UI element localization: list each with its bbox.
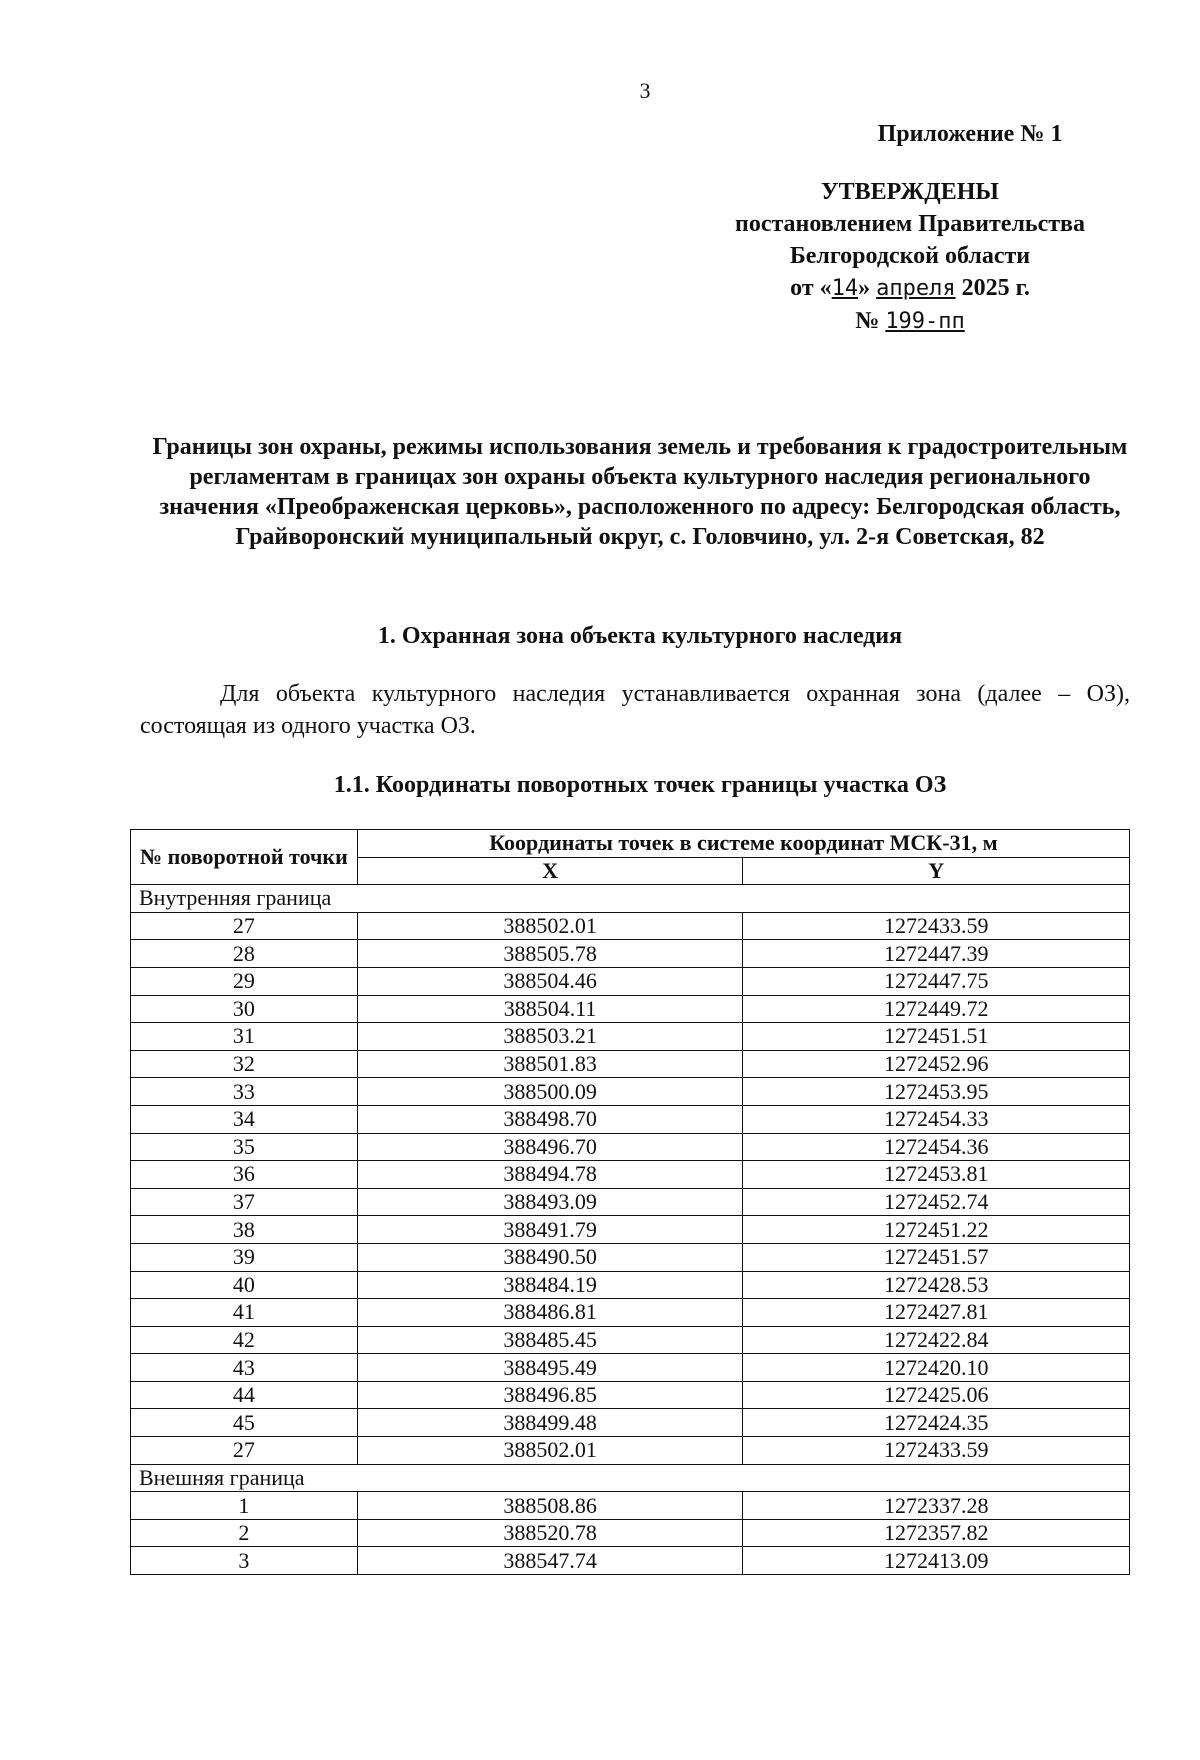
x-cell: 388505.78 [357,940,743,968]
table-row [131,1243,1130,1271]
y-cell: 1272447.75 [743,967,1130,995]
y-cell: 1272452.96 [743,1050,1130,1078]
table-row [131,940,1130,968]
x-cell: 388496.85 [357,1381,743,1409]
table-row [131,1492,1130,1520]
point-cell: 2 [131,1519,358,1547]
table-row [131,912,1130,940]
table-row [131,1078,1130,1106]
approved-label: УТВЕРЖДЕНЫ [821,179,999,205]
section-1-text: Для объекта культурного наследия устанавливается охранная зона (далее – ОЗ), состоящая из одного участка ОЗ. [140,681,1130,739]
point-cell: 32 [131,1050,358,1078]
coordinates-table [130,829,1130,1575]
x-cell: 388486.81 [357,1299,743,1327]
date-year: 2025 г. [961,275,1030,301]
table-row [131,1050,1130,1078]
approval-number [700,305,1120,338]
table-group-row [131,1464,1130,1492]
number-value: 199-пп [885,309,965,334]
point-cell: 36 [131,1161,358,1189]
approved-by: постановлением Правительства [734,211,1085,237]
table-row [131,1105,1130,1133]
x-cell: 388498.70 [357,1105,743,1133]
point-cell: 33 [131,1078,358,1106]
table-row [131,1519,1130,1547]
y-cell: 1272451.22 [743,1216,1130,1244]
x-cell: 388485.45 [357,1326,743,1354]
point-cell: 31 [131,1023,358,1051]
y-cell: 1272357.82 [743,1519,1130,1547]
x-cell: 388508.86 [357,1492,743,1520]
y-cell: 1272451.57 [743,1243,1130,1271]
point-cell: 40 [131,1271,358,1299]
table-group-row [131,885,1130,913]
x-cell: 388501.83 [357,1050,743,1078]
y-cell: 1272453.95 [743,1078,1130,1106]
y-column-header: Y [743,857,1130,885]
y-cell: 1272428.53 [743,1271,1130,1299]
point-cell: 27 [131,1437,358,1465]
point-cell: 39 [131,1243,358,1271]
y-cell: 1272422.84 [743,1326,1130,1354]
y-cell: 1272420.10 [743,1354,1130,1382]
point-cell: 35 [131,1133,358,1161]
number-prefix: № [855,308,880,334]
date-prefix: от « [790,275,832,301]
point-cell: 34 [131,1105,358,1133]
x-column-header: X [357,857,743,885]
table-row [131,1354,1130,1382]
point-cell: 28 [131,940,358,968]
table-body [131,885,1130,1575]
section-1-heading: 1. Охранная зона объекта культурного наследия [377,623,903,649]
x-cell: 388499.48 [357,1409,743,1437]
table-row [131,1299,1130,1327]
table-row [131,1547,1130,1575]
group-label: Внутренняя граница [131,885,1130,913]
x-cell: 388503.21 [357,1023,743,1051]
point-cell: 1 [131,1492,358,1520]
approval-date [700,272,1120,305]
y-cell: 1272425.06 [743,1381,1130,1409]
table-row [131,1326,1130,1354]
x-cell: 388495.49 [357,1354,743,1382]
y-cell: 1272337.28 [743,1492,1130,1520]
x-cell: 388502.01 [357,912,743,940]
table-row [131,967,1130,995]
table-row [131,1161,1130,1189]
point-cell: 43 [131,1354,358,1382]
coords-column-header: Координаты точек в системе координат МСК-31, м [357,830,1129,858]
y-cell: 1272453.81 [743,1161,1130,1189]
y-cell: 1272454.36 [743,1133,1130,1161]
table-row [131,995,1130,1023]
point-cell: 38 [131,1216,358,1244]
x-cell: 388493.09 [357,1188,743,1216]
point-cell: 30 [131,995,358,1023]
point-column-header: № поворотной точки [131,830,358,885]
table-row [131,1271,1130,1299]
y-cell: 1272433.59 [743,912,1130,940]
y-cell: 1272447.39 [743,940,1130,968]
y-cell: 1272433.59 [743,1437,1130,1465]
table-header [131,830,1130,885]
annex-label: Приложение № 1 [877,121,1063,147]
table-row [131,1409,1130,1437]
point-cell: 41 [131,1299,358,1327]
table-row [131,1133,1130,1161]
x-cell: 388484.19 [357,1271,743,1299]
page-number: 3 [639,78,651,103]
group-label: Внешняя граница [131,1464,1130,1492]
y-cell: 1272413.09 [743,1547,1130,1575]
x-cell: 388496.70 [357,1133,743,1161]
table-row [131,1216,1130,1244]
x-cell: 388491.79 [357,1216,743,1244]
x-cell: 388500.09 [357,1078,743,1106]
y-cell: 1272451.51 [743,1023,1130,1051]
section-1-1-heading: 1.1. Координаты поворотных точек границы участка ОЗ [333,772,947,798]
x-cell: 388494.78 [357,1161,743,1189]
point-cell: 45 [131,1409,358,1437]
date-mid: » [858,275,871,301]
point-cell: 37 [131,1188,358,1216]
x-cell: 388520.78 [357,1519,743,1547]
y-cell: 1272427.81 [743,1299,1130,1327]
table-row [131,1437,1130,1465]
point-cell: 3 [131,1547,358,1575]
point-cell: 27 [131,912,358,940]
table-row [131,1188,1130,1216]
approval-block [700,118,1120,338]
x-cell: 388504.46 [357,967,743,995]
y-cell: 1272452.74 [743,1188,1130,1216]
x-cell: 388547.74 [357,1547,743,1575]
date-day: 14 [831,276,859,301]
y-cell: 1272454.33 [743,1105,1130,1133]
y-cell: 1272424.35 [743,1409,1130,1437]
point-cell: 44 [131,1381,358,1409]
y-cell: 1272449.72 [743,995,1130,1023]
point-cell: 42 [131,1326,358,1354]
approved-region: Белгородской области [789,243,1031,269]
x-cell: 388502.01 [357,1437,743,1465]
document-title: Границы зон охраны, режимы использования земель и требования к градостроительным регламентам в границах зон охраны объекта культурного наследия регионального значения «Преображенская церковь», расположенного по адресу: Белгородская область, Грайворонский муниципальный округ, с. Головчино, ул. 2-я Советская, 82 [152,434,1128,550]
table-row [131,1381,1130,1409]
point-cell: 29 [131,967,358,995]
x-cell: 388504.11 [357,995,743,1023]
table-row [131,1023,1130,1051]
x-cell: 388490.50 [357,1243,743,1271]
date-month: апреля [876,276,956,301]
